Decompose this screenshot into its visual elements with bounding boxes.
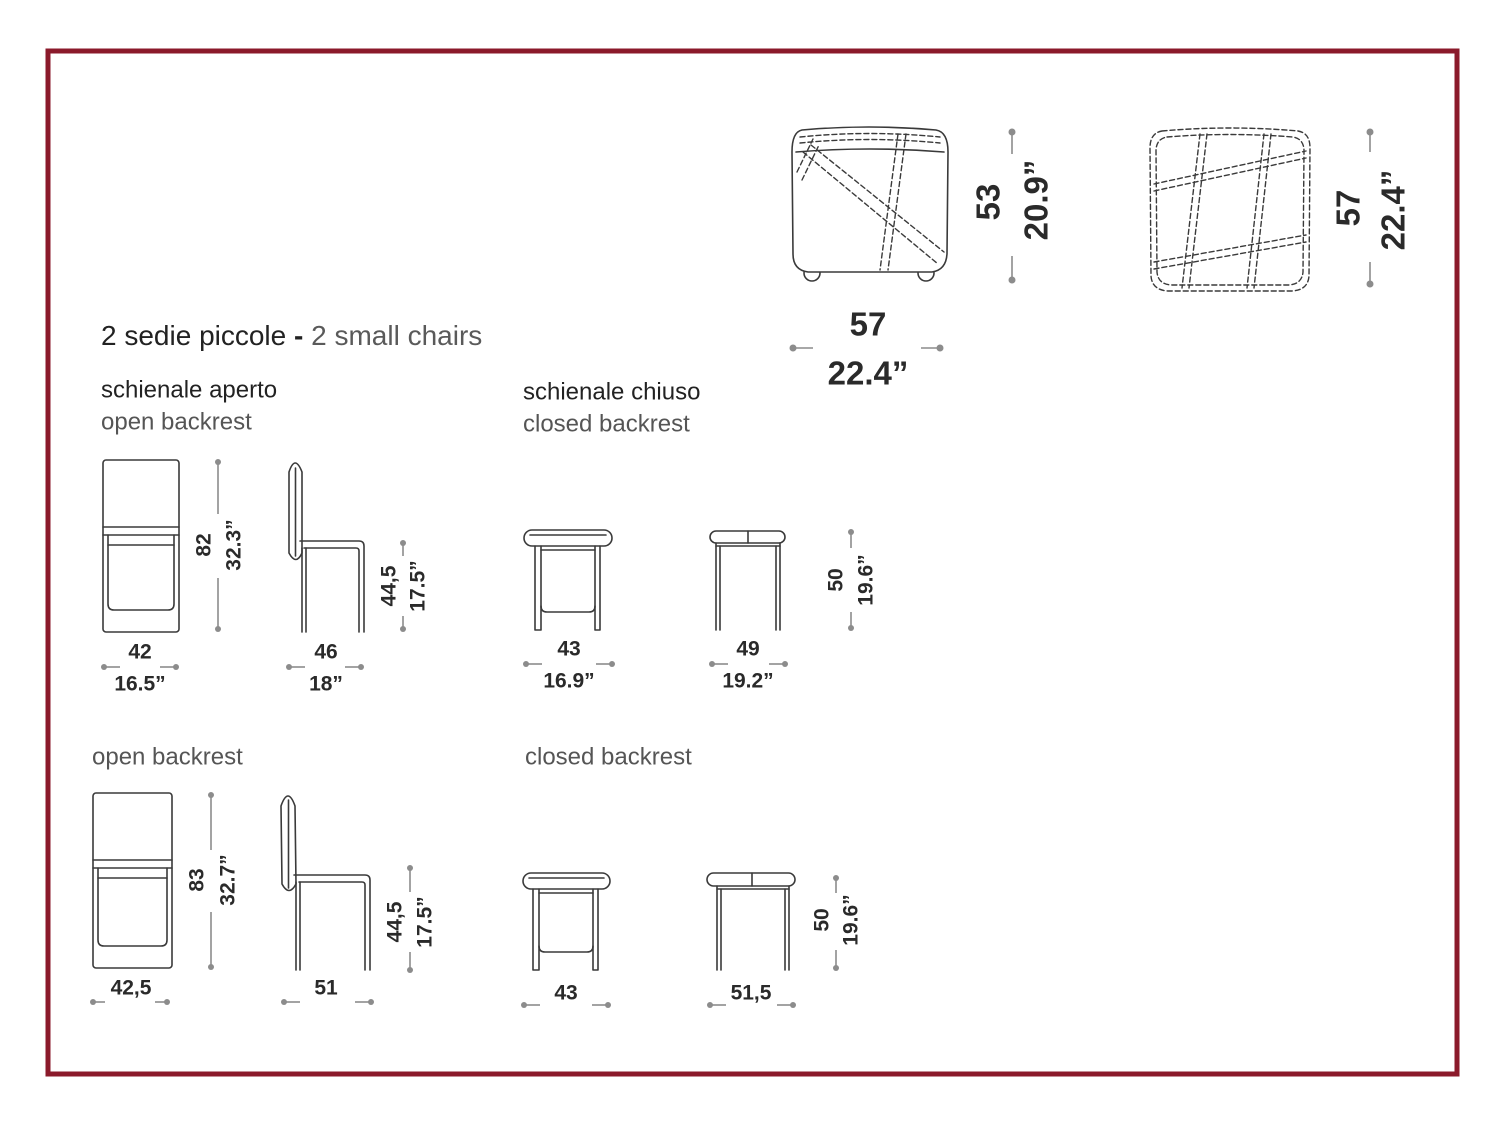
row1-closed-side-height-dimension <box>848 529 854 631</box>
pouf-width-cm-label: 57 <box>849 305 887 343</box>
dimension-endpoint <box>833 875 839 881</box>
dimension-endpoint <box>707 1002 713 1008</box>
dimension-endpoint <box>286 664 292 670</box>
chair-frame <box>108 535 174 610</box>
row1-open-seat-height-cm-label: 44,5 <box>377 565 401 607</box>
pouf-depth-in-label: 22.4” <box>1374 169 1412 251</box>
pouf-top-view <box>1150 128 1310 291</box>
row1-closed-side-depth-dimension <box>709 661 788 667</box>
dimension-endpoint <box>937 345 944 352</box>
chair-frame <box>98 868 167 946</box>
dimension-endpoint <box>605 1002 611 1008</box>
chair-cushion <box>523 873 610 889</box>
row1-closed-height-in-label: 19.6” <box>854 554 878 606</box>
dimension-endpoint <box>1367 129 1374 136</box>
row1-open-front-height-dimension <box>215 459 221 632</box>
row1-open-side-depth-dimension <box>286 664 364 670</box>
row1-closed-front-width-dimension <box>523 661 615 667</box>
row2-open-seat-height-in-label: 17.5” <box>413 896 437 948</box>
row1-open-depth-in-label: 18” <box>309 672 343 696</box>
dimension-endpoint <box>609 661 615 667</box>
pouf-top-outline-outer <box>1150 128 1310 291</box>
row2-closed-width-cm-label: 43 <box>554 981 578 1005</box>
row1-chair-closed-front-view <box>524 530 612 630</box>
chair-outline <box>93 793 172 968</box>
page-title <box>101 320 482 351</box>
pouf-top-outline-inner <box>1156 135 1304 286</box>
dimension-endpoint <box>848 625 854 631</box>
dimension-endpoint <box>790 1002 796 1008</box>
row2-open-front-height-dimension <box>208 792 214 970</box>
chair-seat-frame-inner <box>299 882 365 970</box>
chair-leg-left <box>535 546 541 630</box>
row1-open-depth-cm-label: 46 <box>314 640 338 664</box>
row1-open-width-cm-label: 42 <box>128 640 152 664</box>
row2-closed-label-en: closed backrest <box>525 743 692 771</box>
chair-seat-frame <box>294 875 370 970</box>
row1-chair-open-front-view <box>103 460 179 632</box>
pouf-top-stitch-vertical-left <box>1182 134 1207 288</box>
dimension-endpoint <box>782 661 788 667</box>
chair-outline <box>103 460 179 632</box>
chair-seat-frame <box>300 541 364 632</box>
row2-open-depth-cm-label: 51 <box>314 976 338 1000</box>
chair-seat-frame-inner <box>304 548 359 632</box>
pouf-height-in-label: 20.9” <box>1017 159 1055 241</box>
row2-open-side-depth-dimension <box>281 999 374 1005</box>
chair-front-leg <box>785 886 789 970</box>
pouf-top-depth-dimension <box>1367 129 1374 288</box>
dimension-endpoint <box>101 664 107 670</box>
dimension-endpoint <box>358 664 364 670</box>
row1-closed-depth-cm-label: 49 <box>736 637 760 661</box>
sheet-border <box>48 51 1457 1074</box>
chair-back-leg <box>716 543 720 630</box>
title-separator: - <box>294 319 304 351</box>
row1-closed-width-in-label: 16.9” <box>543 669 595 693</box>
row2-closed-height-cm-label: 50 <box>810 908 834 932</box>
dimension-endpoint <box>709 661 715 667</box>
pouf-height-cm-label: 53 <box>969 183 1007 221</box>
chair-leg-right <box>595 546 600 630</box>
dimension-endpoint <box>90 999 96 1005</box>
dimension-endpoint <box>173 664 179 670</box>
row1-closed-depth-in-label: 19.2” <box>722 669 774 693</box>
chair-leg-right <box>593 889 598 970</box>
pouf-front-height-dimension <box>1009 129 1016 284</box>
chair-frame-bottom <box>541 606 595 612</box>
row1-open-seat-height-in-label: 17.5” <box>406 560 430 612</box>
row1-chair-closed-side-view <box>710 531 785 630</box>
dimension-endpoint <box>523 661 529 667</box>
row1-open-width-in-label: 16.5” <box>114 672 166 696</box>
dimension-endpoint <box>208 964 214 970</box>
dimension-endpoint <box>400 540 406 546</box>
dimension-endpoint <box>281 999 287 1005</box>
dimension-endpoint <box>848 529 854 535</box>
row1-chair-open-side-view <box>289 463 364 632</box>
title-english: 2 small chairs <box>311 319 483 351</box>
row2-closed-depth-cm-label: 51,5 <box>730 981 772 1005</box>
row1-open-height-cm-label: 82 <box>192 533 216 557</box>
row1-open-label-it: schienale aperto <box>101 376 278 404</box>
pouf-front-view <box>792 127 948 281</box>
row2-chair-closed-front-view <box>523 873 610 970</box>
dimension-endpoint <box>790 345 797 352</box>
chair-back-leg <box>717 886 721 970</box>
dimension-endpoint <box>215 459 221 465</box>
chair-leg-left <box>533 889 539 970</box>
row1-open-label-en: open backrest <box>101 408 252 436</box>
dimension-endpoint <box>833 965 839 971</box>
chair-front-leg <box>776 543 780 630</box>
pouf-top-stitch-vertical-right <box>1247 134 1271 288</box>
title-italian: 2 sedie piccole <box>101 319 287 351</box>
row1-open-side-seat-height-dimension <box>400 540 406 632</box>
dimension-endpoint <box>1367 281 1374 288</box>
row2-closed-height-in-label: 19.6” <box>839 894 863 946</box>
row2-chair-open-side-view <box>281 796 370 970</box>
dimension-endpoint <box>407 865 413 871</box>
row2-chair-closed-side-view <box>707 873 795 970</box>
dimension-endpoint <box>215 626 221 632</box>
row1-closed-label-en: closed backrest <box>523 410 690 438</box>
dimension-endpoint <box>1009 129 1016 136</box>
chair-cushion <box>524 530 612 546</box>
row1-closed-label-it: schienale chiuso <box>523 378 701 406</box>
row2-closed-side-height-dimension <box>833 875 839 971</box>
dimension-endpoint <box>164 999 170 1005</box>
dimension-endpoint <box>368 999 374 1005</box>
row2-open-label-en: open backrest <box>92 743 243 771</box>
dimension-endpoint <box>208 792 214 798</box>
row2-chair-open-front-view <box>93 793 172 968</box>
pouf-top-stitch-diagonal-lower <box>1154 235 1306 269</box>
row1-open-height-in-label: 32.3” <box>222 519 246 571</box>
row2-open-side-seat-height-dimension <box>407 865 413 973</box>
dimension-endpoint <box>521 1002 527 1008</box>
chair-frame-bottom <box>539 946 593 952</box>
row2-open-height-cm-label: 83 <box>185 868 209 892</box>
row2-open-width-cm-label: 42,5 <box>110 976 152 1000</box>
row1-closed-height-cm-label: 50 <box>824 568 848 592</box>
row2-open-seat-height-cm-label: 44,5 <box>383 901 407 943</box>
pouf-depth-cm-label: 57 <box>1329 189 1367 227</box>
dimension-endpoint <box>1009 277 1016 284</box>
row1-open-front-width-dimension <box>101 664 179 670</box>
dimension-endpoint <box>407 967 413 973</box>
pouf-front-width-dimension <box>790 345 944 352</box>
dimension-endpoint <box>400 626 406 632</box>
row2-open-front-width-dimension <box>90 999 170 1005</box>
row2-open-height-in-label: 32.7” <box>216 854 240 906</box>
row1-closed-width-cm-label: 43 <box>557 637 581 661</box>
pouf-top-stitch-diagonal-upper <box>1154 151 1306 191</box>
pouf-width-in-label: 22.4” <box>827 354 909 392</box>
chair-cushion <box>707 873 795 886</box>
